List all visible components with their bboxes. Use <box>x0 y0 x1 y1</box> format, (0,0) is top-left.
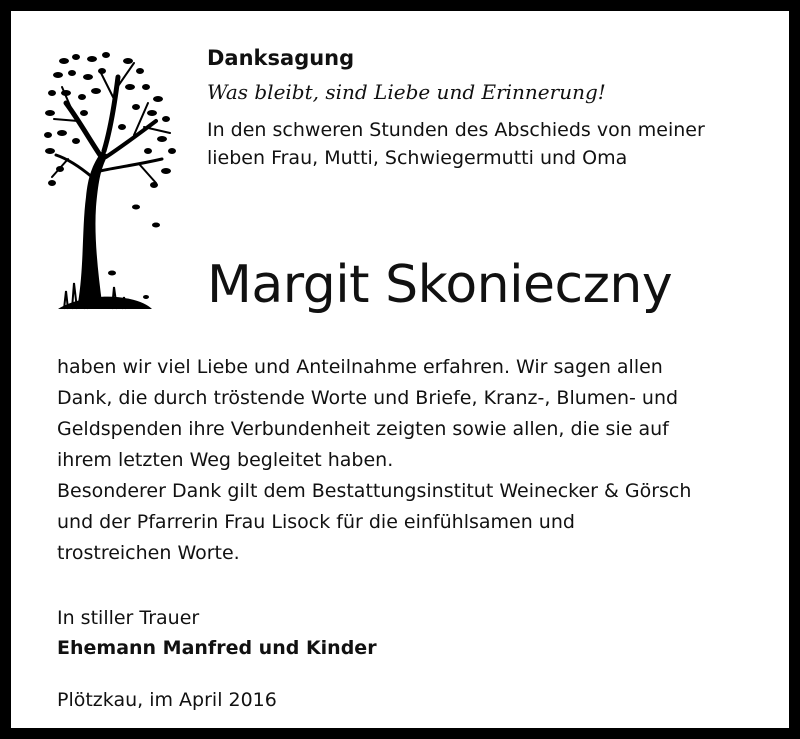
body-line: ihrem letzten Weg begleitet haben. <box>57 449 394 471</box>
tree-icon <box>44 47 176 317</box>
place-date: Plötzkau, im April 2016 <box>57 689 277 711</box>
body-line: und der Pfarrerin Frau Lisock für die einfühlsamen und <box>57 511 575 533</box>
deceased-name: Margit Skonieczny <box>207 255 673 315</box>
intro-line: lieben Frau, Mutti, Schwiegermutti und Oma <box>207 147 628 169</box>
intro-line: In den schweren Stunden des Abschieds von meiner <box>207 119 705 141</box>
body-text <box>57 352 797 569</box>
body-line: haben wir viel Liebe und Anteilnahme erfahren. Wir sagen allen <box>57 356 663 378</box>
body-line: Besonderer Dank gilt dem Bestattungsinstitut Weinecker & Görsch <box>57 480 692 502</box>
closing-block <box>57 603 797 663</box>
signers: Ehemann Manfred und Kinder <box>57 637 377 659</box>
closing-phrase: In stiller Trauer <box>57 607 200 629</box>
notice-title: Danksagung <box>207 46 355 70</box>
body-line: trostreichen Worte. <box>57 542 240 564</box>
body-line: Dank, die durch tröstende Worte und Briefe, Kranz-, Blumen- und <box>57 387 679 409</box>
notice-motto: Was bleibt, sind Liebe und Erinnerung! <box>207 80 606 104</box>
notice-header <box>207 44 797 172</box>
intro-text <box>207 116 797 172</box>
body-line: Geldspenden ihre Verbundenheit zeigten sowie allen, die sie auf <box>57 418 669 440</box>
